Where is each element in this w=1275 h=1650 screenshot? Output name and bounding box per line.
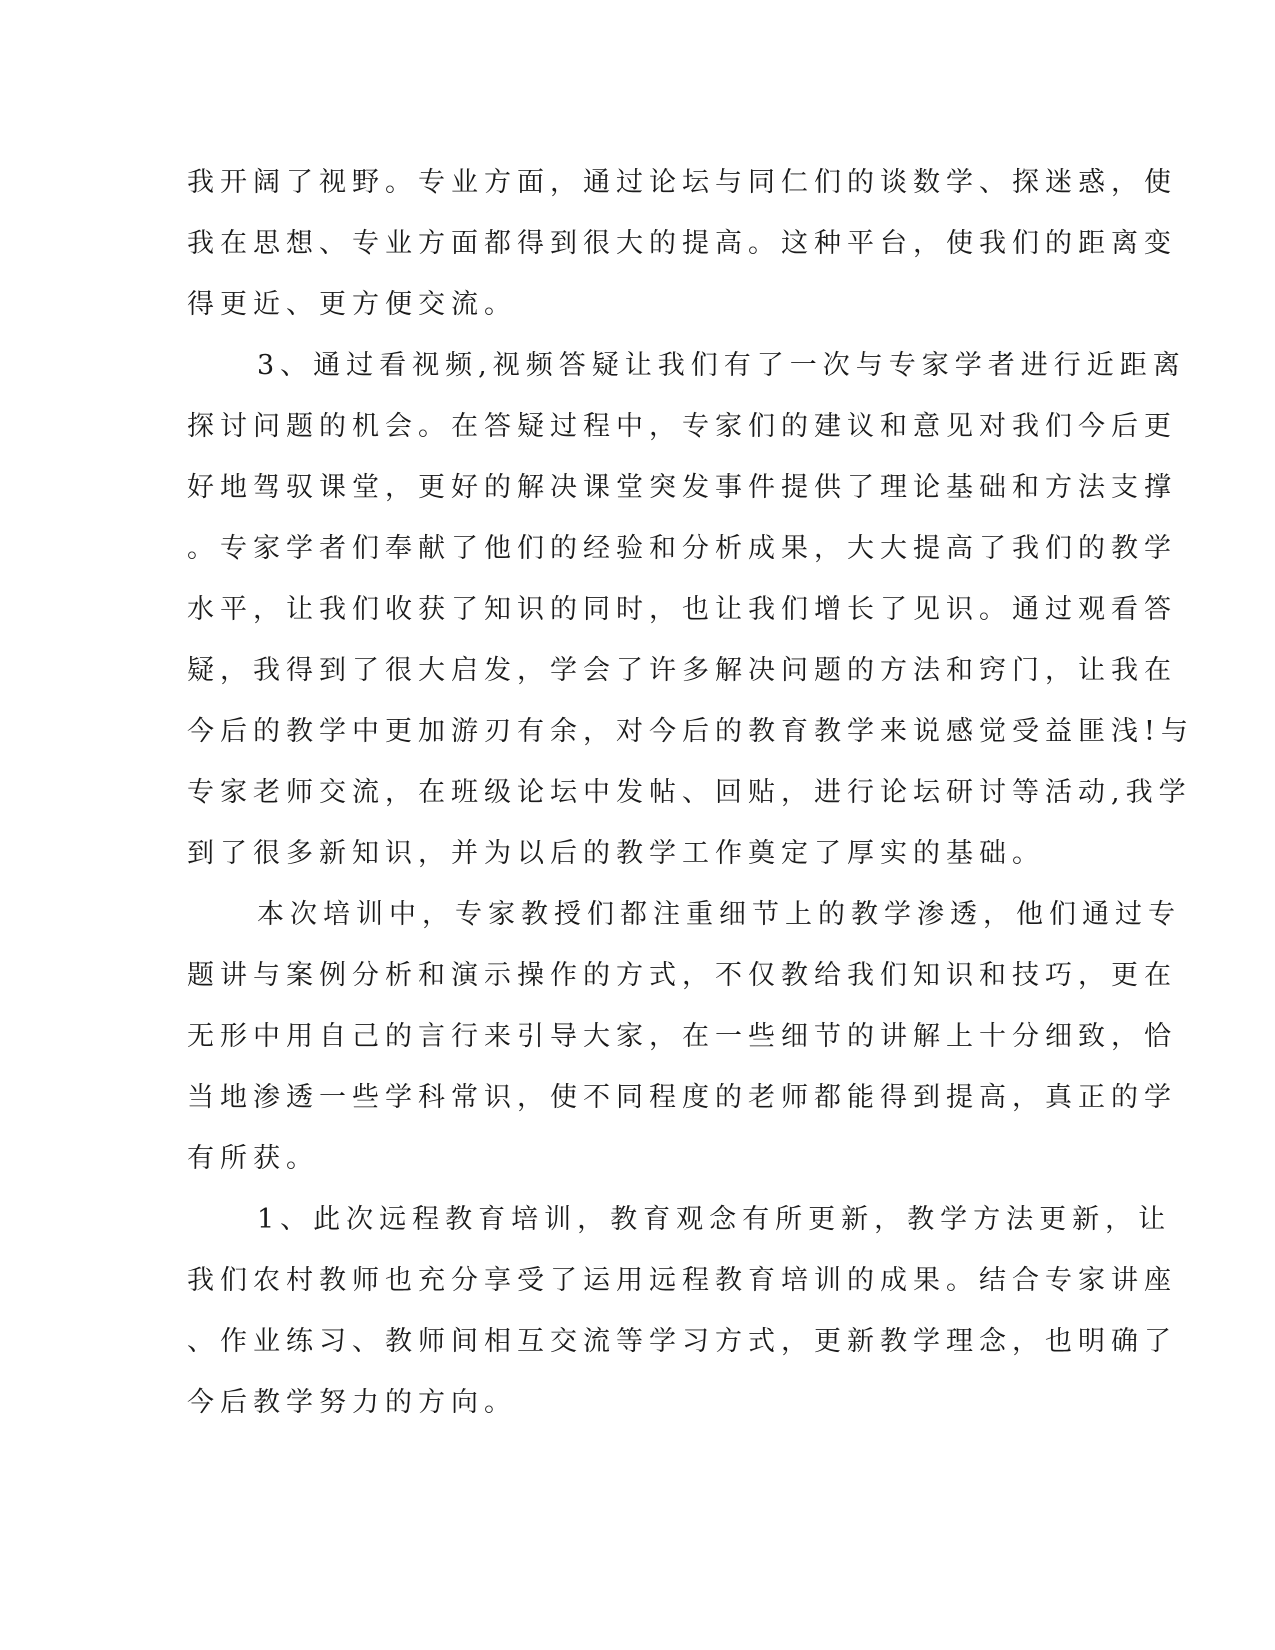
text-line: 到了很多新知识，并为以后的教学工作奠定了厚实的基础。 bbox=[187, 838, 1045, 869]
text-line: 。专家学者们奉献了他们的经验和分析成果，大大提高了我们的教学 bbox=[187, 533, 1177, 564]
text-line: 1、此次远程教育培训，教育观念有所更新，教学方法更新，让 bbox=[257, 1204, 1172, 1235]
text-line: 有所获。 bbox=[187, 1143, 319, 1174]
text-line: 我开阔了视野。专业方面，通过论坛与同仁们的谈数学、探迷惑，使 bbox=[187, 167, 1177, 198]
text-line: 今后的教学中更加游刃有余，对今后的教育教学来说感觉受益匪浅!与 bbox=[187, 716, 1194, 747]
text-line: 3、通过看视频,视频答疑让我们有了一次与专家学者进行近距离 bbox=[257, 350, 1186, 381]
text-line: 我在思想、专业方面都得到很大的提高。这种平台，使我们的距离变 bbox=[187, 228, 1177, 259]
text-line: 今后教学努力的方向。 bbox=[187, 1387, 517, 1418]
paragraph-training-summary bbox=[187, 884, 1181, 1189]
paragraph-item-3 bbox=[187, 335, 1194, 884]
text-line: 探讨问题的机会。在答疑过程中，专家们的建议和意见对我们今后更 bbox=[187, 411, 1177, 442]
text-line: 当地渗透一些学科常识，使不同程度的老师都能得到提高，真正的学 bbox=[187, 1082, 1177, 1113]
text-line: 得更近、更方便交流。 bbox=[187, 289, 517, 320]
text-line: 题讲与案例分析和演示操作的方式，不仅教给我们知识和技巧，更在 bbox=[187, 960, 1177, 991]
text-line: 好地驾驭课堂，更好的解决课堂突发事件提供了理论基础和方法支撑 bbox=[187, 472, 1177, 503]
text-line: 水平，让我们收获了知识的同时，也让我们增长了见识。通过观看答 bbox=[187, 594, 1177, 625]
text-line: 无形中用自己的言行来引导大家，在一些细节的讲解上十分细致，恰 bbox=[187, 1021, 1177, 1052]
text-line: 疑，我得到了很大启发，学会了许多解决问题的方法和窍门，让我在 bbox=[187, 655, 1177, 686]
document-body bbox=[187, 152, 1194, 1433]
text-line: 我们农村教师也充分享受了运用远程教育培训的成果。结合专家讲座 bbox=[187, 1265, 1177, 1296]
text-line: 本次培训中，专家教授们都注重细节上的教学渗透，他们通过专 bbox=[257, 899, 1181, 930]
paragraph-continuation bbox=[187, 152, 1177, 335]
paragraph-item-1 bbox=[187, 1189, 1177, 1433]
text-line: 、作业练习、教师间相互交流等学习方式，更新教学理念，也明确了 bbox=[187, 1326, 1177, 1357]
text-line: 专家老师交流，在班级论坛中发帖、回贴，进行论坛研讨等活动,我学 bbox=[187, 777, 1192, 808]
